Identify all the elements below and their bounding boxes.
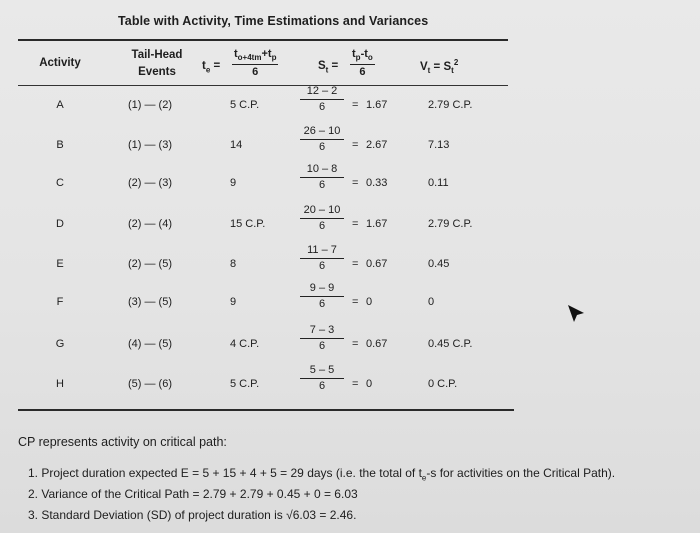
row-events: (1) — (3) xyxy=(128,139,172,151)
header-te-num-psub: p xyxy=(271,53,277,63)
row-te: 5 C.P. xyxy=(230,378,260,390)
header-te-num-t: t xyxy=(234,48,238,60)
table-bottom-rule xyxy=(18,409,514,411)
row-sd-fraction xyxy=(300,164,344,191)
row-sd-num: 12 – 2 xyxy=(300,86,344,100)
table-title: Table with Activity, Time Estimations and Variances xyxy=(118,14,429,28)
row-sd-den: 6 xyxy=(318,298,326,310)
row-sd-eq: = xyxy=(352,296,359,308)
header-vt xyxy=(420,58,500,75)
header-tail-head xyxy=(112,47,202,81)
row-variance: 0 xyxy=(428,296,435,308)
row-sd-value: 2.67 xyxy=(366,139,388,151)
row-te: 9 xyxy=(230,177,237,189)
row-sd-fraction xyxy=(300,86,344,113)
row-sd-value: 0 xyxy=(366,378,373,390)
header-te-symbol: t xyxy=(202,60,206,72)
row-activity: C xyxy=(56,177,64,189)
row-sd-value: 0.33 xyxy=(366,177,388,189)
row-activity: G xyxy=(55,338,65,350)
notes-item-1-a: 1. Project duration expected E = 5 + 15 + 4 + 5 = 29 days (i.e. the total of t xyxy=(28,466,422,480)
row-sd-eq: = xyxy=(352,218,359,230)
row-sd-eq: = xyxy=(352,338,359,350)
row-sd-num: 26 – 10 xyxy=(300,126,344,140)
row-sd-den: 6 xyxy=(318,340,326,352)
header-te-sub: e xyxy=(205,65,211,75)
row-sd-eq: = xyxy=(352,378,359,390)
header-vt-eq: = S xyxy=(433,60,452,73)
row-events: (5) — (6) xyxy=(128,378,172,390)
row-sd-fraction xyxy=(300,245,344,272)
header-st-eq: = xyxy=(331,60,339,72)
header-te-num-rest: o+4t xyxy=(237,53,255,63)
row-sd-value: 1.67 xyxy=(366,218,388,230)
header-tail-head-line1: Tail-Head xyxy=(131,49,183,61)
header-st-symbol: S xyxy=(318,60,326,72)
header-st-fraction xyxy=(350,49,375,78)
header-te-eq: = xyxy=(213,60,221,72)
header-tail-head-line2: Events xyxy=(138,66,176,78)
row-te: 4 C.P. xyxy=(230,338,260,350)
header-st-num-p: p xyxy=(355,53,361,63)
header-activity: Activity xyxy=(39,57,81,69)
row-activity: H xyxy=(56,378,64,390)
row-sd-num: 7 – 3 xyxy=(300,325,344,339)
notes-item-1 xyxy=(28,466,615,482)
row-variance: 0 C.P. xyxy=(428,378,458,390)
row-activity: B xyxy=(56,139,64,151)
header-te-den: 6 xyxy=(252,66,259,79)
row-sd-eq: = xyxy=(352,99,359,111)
row-sd-fraction xyxy=(300,283,344,310)
row-sd-den: 6 xyxy=(318,101,326,113)
row-variance: 0.45 C.P. xyxy=(428,338,473,350)
notes-item-1-b: -s for activities on the Critical Path). xyxy=(426,466,616,480)
header-te-num-p: +t xyxy=(261,48,272,60)
notes-item-1-sub: e xyxy=(421,473,427,483)
row-events: (4) — (5) xyxy=(128,338,172,350)
notes-heading: CP represents activity on critical path: xyxy=(18,435,227,449)
row-sd-num: 20 – 10 xyxy=(300,205,344,219)
row-sd-den: 6 xyxy=(318,141,326,153)
header-vt-sup: 2 xyxy=(453,58,459,67)
table-header-rule xyxy=(18,85,508,86)
row-activity: F xyxy=(56,296,64,308)
header-st-sub: t xyxy=(325,65,329,75)
row-sd-num: 11 – 7 xyxy=(300,245,344,259)
row-sd-num: 5 – 5 xyxy=(300,365,344,379)
row-sd-value: 0.67 xyxy=(366,338,388,350)
row-variance: 7.13 xyxy=(428,139,450,151)
row-te: 5 C.P. xyxy=(230,99,260,111)
table-top-rule xyxy=(18,39,508,41)
row-sd-den: 6 xyxy=(318,220,326,232)
row-variance: 2.79 C.P. xyxy=(428,218,473,230)
header-vt-sub2: t xyxy=(451,66,454,76)
row-sd-den: 6 xyxy=(318,380,326,392)
row-sd-fraction xyxy=(300,325,344,352)
row-sd-fraction xyxy=(300,365,344,392)
row-sd-eq: = xyxy=(352,258,359,270)
row-sd-value: 1.67 xyxy=(366,99,388,111)
row-events: (2) — (4) xyxy=(128,218,172,230)
notes-item-3: 3. Standard Deviation (SD) of project duration is √6.03 = 2.46. xyxy=(28,508,357,522)
row-activity: D xyxy=(56,218,64,230)
row-te: 9 xyxy=(230,296,237,308)
row-events: (2) — (3) xyxy=(128,177,172,189)
row-sd-value: 0.67 xyxy=(366,258,388,270)
mouse-cursor-icon xyxy=(566,303,588,325)
header-vt-sub: t xyxy=(427,66,431,76)
row-sd-fraction xyxy=(300,205,344,232)
row-te: 15 C.P. xyxy=(230,218,266,230)
row-te: 14 xyxy=(230,139,243,151)
row-sd-den: 6 xyxy=(318,260,326,272)
row-activity: A xyxy=(56,99,64,111)
header-te-fraction xyxy=(232,49,278,78)
row-events: (2) — (5) xyxy=(128,258,172,270)
row-sd-fraction xyxy=(300,126,344,153)
row-sd-value: 0 xyxy=(366,296,373,308)
header-te-num-m: m xyxy=(254,53,262,63)
row-sd-eq: = xyxy=(352,177,359,189)
header-st-num-t: t xyxy=(352,48,356,60)
notes-item-2: 2. Variance of the Critical Path = 2.79 + 2.79 + 0.45 + 0 = 6.03 xyxy=(28,487,358,501)
row-sd-eq: = xyxy=(352,139,359,151)
header-st-num-minus: -t xyxy=(360,48,368,60)
row-variance: 2.79 C.P. xyxy=(428,99,473,111)
row-variance: 0.45 xyxy=(428,258,450,270)
header-vt-symbol: V xyxy=(420,60,428,73)
row-sd-den: 6 xyxy=(318,179,326,191)
row-activity: E xyxy=(56,258,64,270)
row-te: 8 xyxy=(230,258,237,270)
row-events: (1) — (2) xyxy=(128,99,172,111)
row-sd-num: 9 – 9 xyxy=(300,283,344,297)
header-st-num-o: o xyxy=(367,53,373,63)
row-variance: 0.11 xyxy=(428,177,449,189)
row-sd-num: 10 – 8 xyxy=(300,164,344,178)
row-events: (3) — (5) xyxy=(128,296,172,308)
header-st-den: 6 xyxy=(359,66,366,79)
